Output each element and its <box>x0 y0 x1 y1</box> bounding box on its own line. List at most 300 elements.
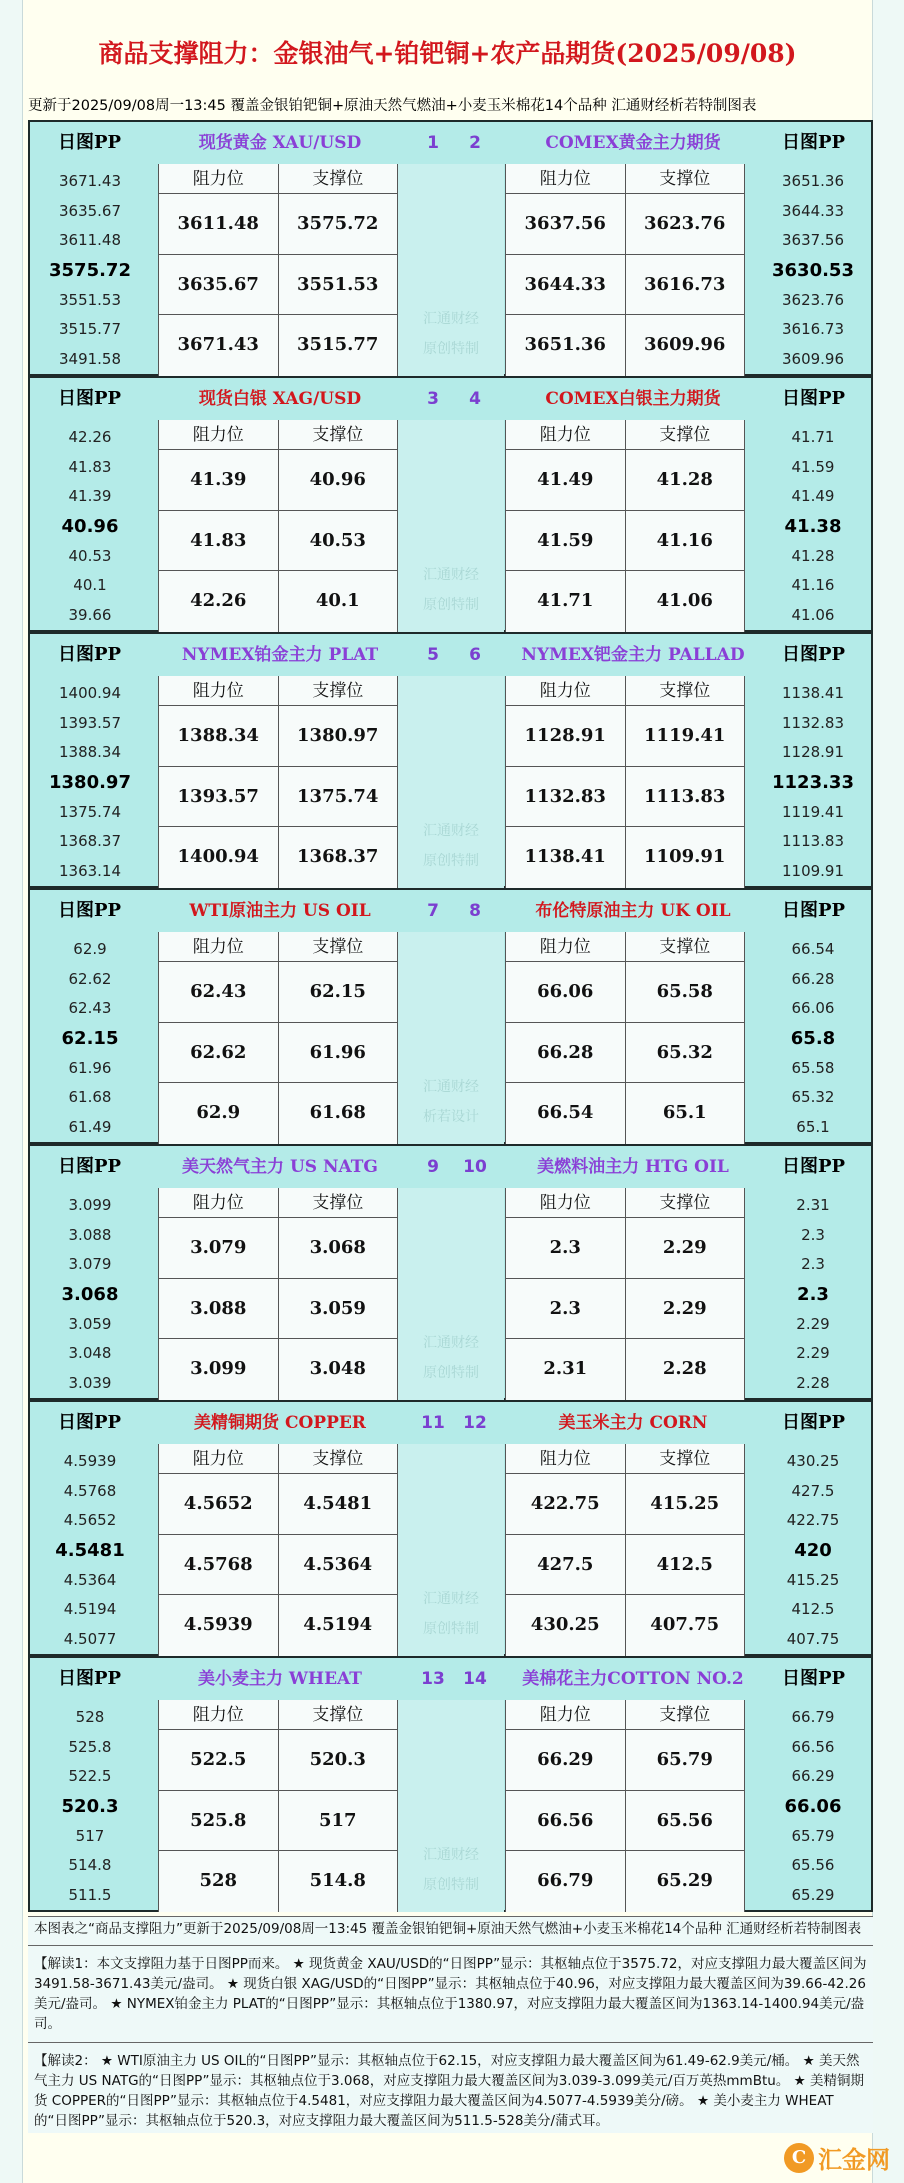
watermark-strip <box>398 1444 504 1656</box>
pp-level: 4.5768 <box>63 1481 117 1500</box>
resistance-cell: 2.31 <box>506 1339 626 1400</box>
instrument-number-left: 7 <box>427 901 439 921</box>
table-header <box>159 1188 397 1218</box>
pp-levels-right <box>753 935 873 1143</box>
support-header: 支撑位 <box>659 681 711 701</box>
pp-level: 4.5077 <box>63 1630 117 1649</box>
resistance-cell: 1132.83 <box>506 767 626 827</box>
pp-level: 3.048 <box>68 1344 112 1363</box>
instrument-name-left: WTI原油主力 US OIL <box>189 901 371 921</box>
pp-level: 65.79 <box>791 1826 835 1845</box>
pp-level: 65.32 <box>791 1088 835 1107</box>
table-row <box>159 767 397 828</box>
pp-level: 522.5 <box>68 1767 112 1786</box>
table-row <box>159 962 397 1023</box>
levels-table-left <box>158 932 398 1144</box>
levels-table-right <box>505 676 745 888</box>
table-row <box>506 1474 744 1535</box>
levels-table-left <box>158 1444 398 1656</box>
pp-levels-left <box>30 423 150 631</box>
pp-levels-left <box>30 679 150 887</box>
table-row <box>506 1218 744 1279</box>
pp-level: 1128.91 <box>781 743 845 762</box>
support-cell: 40.1 <box>315 590 360 612</box>
pp-levels-left <box>30 167 150 375</box>
table-row <box>506 450 744 511</box>
pp-level: 528 <box>75 1708 105 1726</box>
pp-level: 62.43 <box>68 999 112 1018</box>
support-cell: 62.15 <box>309 981 366 1002</box>
instrument-number-left: 9 <box>427 1157 439 1177</box>
support-cell: 1113.83 <box>644 785 726 807</box>
pp-level: 1119.41 <box>781 802 845 821</box>
pp-level: 3671.43 <box>58 172 122 190</box>
resistance-cell: 528 <box>159 1851 279 1912</box>
footer-notes <box>28 1916 873 2133</box>
resistance-cell: 41.39 <box>159 450 279 510</box>
resistance-header: 阻力位 <box>506 1444 626 1473</box>
levels-table-left <box>158 1188 398 1400</box>
resistance-cell: 62.62 <box>159 1023 279 1083</box>
pp-label-left: 日图PP <box>58 1156 122 1177</box>
support-cell: 3609.96 <box>644 334 726 356</box>
support-cell: 1380.97 <box>297 725 379 746</box>
resistance-cell: 3.088 <box>159 1279 279 1339</box>
table-header <box>506 1444 744 1474</box>
resistance-cell: 66.06 <box>506 962 626 1022</box>
instrument-number-left: 13 <box>421 1669 445 1689</box>
table-row <box>506 194 744 255</box>
pp-levels-right <box>753 1703 873 1911</box>
pp-level: 41.49 <box>791 487 835 506</box>
footer-line: 本图表之“商品支撑阻力”更新于2025/09/08周一13:45 覆盖金银铂钯铜+原油天然气燃油+小麦玉米棉花14个品种 汇通财经析若特制图表 <box>28 1917 873 1946</box>
update-subtitle: 更新于2025/09/08周一13:45 覆盖金银铂钯铜+原油天然气燃油+小麦玉米棉花14个品种 汇通财经析若特制图表 <box>28 98 757 114</box>
instrument-name-right: NYMEX钯金主力 PALLAD <box>521 645 745 665</box>
pp-label-left: 日图PP <box>58 1412 122 1433</box>
support-cell: 1119.41 <box>644 725 726 746</box>
pp-level: 427.5 <box>791 1481 835 1500</box>
resistance-cell: 3635.67 <box>159 255 279 315</box>
resistance-header: 阻力位 <box>159 1444 279 1473</box>
resistance-cell: 41.49 <box>506 450 626 510</box>
pp-level: 41.28 <box>791 546 835 565</box>
pp-level: 41.71 <box>791 428 835 446</box>
support-header: 支撑位 <box>312 937 364 957</box>
table-row <box>159 1730 397 1791</box>
support-header: 支撑位 <box>312 1449 364 1469</box>
watermark-strip <box>398 420 504 632</box>
pp-level: 3616.73 <box>781 320 845 339</box>
resistance-cell: 62.43 <box>159 962 279 1022</box>
resistance-cell: 430.25 <box>506 1595 626 1656</box>
pp-level: 42.26 <box>68 428 112 446</box>
resistance-cell: 41.71 <box>506 571 626 632</box>
instrument-block <box>28 376 873 632</box>
pp-level: 2.3 <box>801 1225 825 1244</box>
pp-level: 3551.53 <box>58 290 122 309</box>
resistance-cell: 62.9 <box>159 1083 279 1144</box>
pp-level: 39.66 <box>68 606 112 625</box>
table-row <box>159 1535 397 1596</box>
instrument-number-left: 1 <box>427 133 439 153</box>
page-title: 商品支撑阻力：金银油气+铂钯铜+农产品期货(2025/09/08) <box>98 39 797 68</box>
support-cell: 3.068 <box>309 1237 366 1258</box>
support-header: 支撑位 <box>659 169 711 189</box>
table-row <box>506 1535 744 1596</box>
pp-level: 3.088 <box>68 1225 112 1244</box>
pp-level: 66.56 <box>791 1737 835 1756</box>
instrument-block <box>28 120 873 376</box>
table-header <box>159 1700 397 1730</box>
pp-level: 1109.91 <box>781 862 845 881</box>
site-logo <box>784 2140 890 2175</box>
instrument-name-left: 美天然气主力 US NATG <box>182 1157 378 1177</box>
table-row <box>506 1023 744 1084</box>
table-header <box>506 1700 744 1730</box>
levels-table-right <box>505 164 745 376</box>
resistance-header: 阻力位 <box>506 164 626 193</box>
watermark-strip <box>398 164 504 376</box>
pp-level: 3.039 <box>68 1374 112 1393</box>
instrument-block <box>28 1144 873 1400</box>
pp-label-right: 日图PP <box>782 1156 846 1177</box>
resistance-cell: 3.079 <box>159 1218 279 1278</box>
pp-level: 65.29 <box>791 1886 835 1905</box>
levels-table-right <box>505 1444 745 1656</box>
table-row <box>159 571 397 632</box>
logo-icon: C <box>784 2143 814 2173</box>
instrument-number-right: 10 <box>463 1157 487 1177</box>
support-cell: 1368.37 <box>297 846 379 868</box>
pp-level: 4.5194 <box>63 1600 117 1619</box>
pp-level: 66.79 <box>791 1708 835 1726</box>
pp-level: 517 <box>75 1826 105 1845</box>
resistance-cell: 66.56 <box>506 1791 626 1851</box>
pp-level: 430.25 <box>786 1452 840 1470</box>
pp-label-right: 日图PP <box>782 1668 846 1689</box>
support-header: 支撑位 <box>312 1193 364 1213</box>
resistance-cell: 3611.48 <box>159 194 279 254</box>
table-header <box>159 164 397 194</box>
support-cell: 65.58 <box>656 981 713 1002</box>
instrument-number-right: 14 <box>463 1669 487 1689</box>
table-row <box>159 1595 397 1656</box>
pp-level: 1393.57 <box>58 713 122 732</box>
resistance-cell: 4.5768 <box>159 1535 279 1595</box>
pp-level: 61.49 <box>68 1118 112 1137</box>
support-cell: 1375.74 <box>297 785 379 807</box>
support-cell: 40.96 <box>309 469 366 490</box>
support-cell: 3551.53 <box>297 273 379 295</box>
support-header: 支撑位 <box>659 1705 711 1725</box>
resistance-cell: 427.5 <box>506 1535 626 1595</box>
support-header: 支撑位 <box>312 425 364 445</box>
pp-label-left: 日图PP <box>58 900 122 921</box>
resistance-cell: 66.79 <box>506 1851 626 1912</box>
table-header <box>159 676 397 706</box>
table-row <box>506 315 744 376</box>
instrument-name-left: 美精铜期货 COPPER <box>194 1413 366 1433</box>
support-cell: 3.048 <box>309 1358 366 1380</box>
table-row <box>159 827 397 888</box>
support-cell: 65.1 <box>662 1102 707 1124</box>
table-header <box>159 420 397 450</box>
table-row <box>506 1851 744 1912</box>
support-cell: 517 <box>318 1809 357 1831</box>
pp-level: 2.29 <box>796 1344 830 1363</box>
resistance-cell: 422.75 <box>506 1474 626 1534</box>
pp-level: 412.5 <box>791 1600 835 1619</box>
instrument-name-left: NYMEX铂金主力 PLAT <box>181 645 379 665</box>
table-row <box>506 255 744 316</box>
instrument-name-right: 美玉米主力 CORN <box>558 1413 708 1433</box>
instrument-name-left: 现货白银 XAG/USD <box>198 389 362 409</box>
instrument-number-right: 12 <box>463 1413 487 1433</box>
pp-level: 2.29 <box>796 1314 830 1333</box>
support-header: 支撑位 <box>659 425 711 445</box>
pp-label-right: 日图PP <box>782 900 846 921</box>
pivot-point: 3630.53 <box>772 260 854 282</box>
watermark-line-1: 汇通财经 <box>423 311 479 327</box>
support-cell: 65.79 <box>656 1749 713 1770</box>
pivot-point: 65.8 <box>790 1028 836 1050</box>
pp-level: 65.56 <box>791 1856 835 1875</box>
pp-level: 1363.14 <box>58 862 122 881</box>
pp-levels-right <box>753 423 873 631</box>
watermark-line-2: 原创特制 <box>423 1877 479 1893</box>
pp-level: 41.83 <box>68 457 112 476</box>
logo-text: 汇金网 <box>818 2146 890 2174</box>
table-header <box>506 932 744 962</box>
support-cell: 61.96 <box>309 1041 366 1063</box>
table-header <box>159 1444 397 1474</box>
support-cell: 3623.76 <box>644 213 726 234</box>
instrument-block <box>28 1400 873 1656</box>
table-row <box>506 1279 744 1340</box>
watermark-line-2: 原创特制 <box>423 1621 479 1637</box>
table-row <box>506 767 744 828</box>
pp-level: 62.62 <box>68 969 112 988</box>
resistance-cell: 66.54 <box>506 1083 626 1144</box>
resistance-cell: 525.8 <box>159 1791 279 1851</box>
table-row <box>506 571 744 632</box>
levels-table-left <box>158 1700 398 1912</box>
table-row <box>159 194 397 255</box>
pp-level: 65.58 <box>791 1058 835 1077</box>
levels-table-right <box>505 932 745 1144</box>
support-header: 支撑位 <box>312 169 364 189</box>
support-cell: 4.5194 <box>303 1614 373 1636</box>
pp-label-right: 日图PP <box>782 644 846 665</box>
table-row <box>159 706 397 767</box>
pp-level: 422.75 <box>786 1511 840 1530</box>
pp-level: 3515.77 <box>58 320 122 339</box>
pp-level: 66.29 <box>791 1767 835 1786</box>
pp-label-left: 日图PP <box>58 132 122 153</box>
pp-levels-left <box>30 1447 150 1655</box>
resistance-cell: 1388.34 <box>159 706 279 766</box>
pp-level: 41.59 <box>791 457 835 476</box>
pp-level: 40.53 <box>68 546 112 565</box>
support-cell: 41.16 <box>656 529 713 551</box>
watermark-line-2: 原创特制 <box>423 1365 479 1381</box>
table-header <box>506 164 744 194</box>
resistance-cell: 41.83 <box>159 511 279 571</box>
pp-level: 62.9 <box>73 940 107 958</box>
table-row <box>159 1339 397 1400</box>
support-header: 支撑位 <box>312 1705 364 1725</box>
support-cell: 40.53 <box>309 529 366 551</box>
levels-table-left <box>158 164 398 376</box>
instrument-name-right: 美棉花主力COTTON NO.2 <box>522 1669 744 1689</box>
instrument-block <box>28 1656 873 1912</box>
pp-level: 4.5939 <box>63 1452 117 1470</box>
pp-level: 2.3 <box>801 1255 825 1274</box>
pivot-point: 520.3 <box>61 1796 119 1818</box>
pp-level: 3491.58 <box>58 350 122 369</box>
watermark-line-1: 汇通财经 <box>423 823 479 839</box>
levels-table-left <box>158 676 398 888</box>
pp-level: 1138.41 <box>781 684 845 702</box>
resistance-header: 阻力位 <box>159 1700 279 1729</box>
watermark-strip <box>398 676 504 888</box>
watermark-line-1: 汇通财经 <box>423 1847 479 1863</box>
instrument-name-left: 美小麦主力 WHEAT <box>198 1669 362 1689</box>
table-row <box>159 1279 397 1340</box>
pp-level: 3623.76 <box>781 290 845 309</box>
support-cell: 65.29 <box>656 1870 713 1892</box>
pp-level: 2.28 <box>796 1374 830 1393</box>
pp-label-left: 日图PP <box>58 644 122 665</box>
pp-level: 525.8 <box>68 1737 112 1756</box>
table-row <box>159 1023 397 1084</box>
table-row <box>159 255 397 316</box>
pp-level: 4.5652 <box>63 1511 117 1530</box>
resistance-cell: 2.3 <box>506 1218 626 1278</box>
table-row <box>159 1791 397 1852</box>
support-cell: 4.5481 <box>303 1493 373 1514</box>
pivot-point: 2.3 <box>797 1284 829 1306</box>
pp-level: 41.39 <box>68 487 112 506</box>
pp-level: 66.06 <box>791 999 835 1018</box>
pivot-point: 1123.33 <box>772 772 854 794</box>
resistance-cell: 1393.57 <box>159 767 279 827</box>
pp-level: 61.68 <box>68 1088 112 1107</box>
support-cell: 1109.91 <box>644 846 726 868</box>
support-header: 支撑位 <box>312 681 364 701</box>
resistance-cell: 522.5 <box>159 1730 279 1790</box>
table-header <box>506 676 744 706</box>
pp-level: 66.28 <box>791 969 835 988</box>
resistance-cell: 1400.94 <box>159 827 279 888</box>
watermark-line-1: 汇通财经 <box>423 567 479 583</box>
watermark-line-1: 汇通财经 <box>423 1079 479 1095</box>
pp-level: 3644.33 <box>781 201 845 220</box>
pp-level: 41.16 <box>791 576 835 595</box>
instrument-name-left: 现货黄金 XAU/USD <box>198 133 362 153</box>
pp-level: 3611.48 <box>58 231 122 250</box>
pp-level: 514.8 <box>68 1856 112 1875</box>
resistance-header: 阻力位 <box>506 420 626 449</box>
support-cell: 412.5 <box>656 1553 713 1575</box>
watermark-strip <box>398 1700 504 1912</box>
support-cell: 65.56 <box>656 1809 713 1831</box>
table-row <box>506 706 744 767</box>
watermark-line-2: 原创特制 <box>423 853 479 869</box>
pp-level: 1132.83 <box>781 713 845 732</box>
pp-level: 66.54 <box>791 940 835 958</box>
pp-label-left: 日图PP <box>58 388 122 409</box>
pp-level: 511.5 <box>68 1886 112 1905</box>
watermark-line-1: 汇通财经 <box>423 1591 479 1607</box>
resistance-cell: 3.099 <box>159 1339 279 1400</box>
pp-label-right: 日图PP <box>782 388 846 409</box>
instrument-number-left: 11 <box>421 1413 445 1433</box>
pp-levels-right <box>753 679 873 887</box>
resistance-cell: 66.29 <box>506 1730 626 1790</box>
table-row <box>506 511 744 572</box>
table-header <box>506 1188 744 1218</box>
resistance-header: 阻力位 <box>159 420 279 449</box>
instrument-number-right: 2 <box>469 133 481 153</box>
instrument-name-right: COMEX白银主力期货 <box>545 389 721 409</box>
table-row <box>159 1851 397 1912</box>
support-cell: 2.29 <box>662 1297 707 1319</box>
pp-level: 4.5364 <box>63 1570 117 1589</box>
watermark-line-2: 析若设计 <box>423 1109 479 1125</box>
table-row <box>506 827 744 888</box>
watermark-line-2: 原创特制 <box>423 341 479 357</box>
pp-level: 61.96 <box>68 1058 112 1077</box>
support-header: 支撑位 <box>659 937 711 957</box>
watermark-strip <box>398 1188 504 1400</box>
table-row <box>159 1083 397 1144</box>
support-cell: 41.06 <box>656 590 713 612</box>
note-1: 【解读1：本文支撑阻力基于日图PP而来。 ★ 现货黄金 XAU/USD的“日图PP”显示：其枢轴点位于3575.72，对应支撑阻力最大覆盖区间为3491.58-3671.43美元/盎司。 ★ 现货白银 XAG/USD的“日图PP”显示：其枢轴点位于40.96，对应支撑阻力最大覆盖区间为39.66-42.26美元/盎司。 ★ NYMEX铂金主力 PLAT的“日图PP”显示：其枢轴点位于1380.97，对应支撑阻力最大覆盖区间为1363.14-1400.94美元/盎司。 <box>28 1946 873 2043</box>
pp-level: 1388.34 <box>58 743 122 762</box>
pp-level: 3.059 <box>68 1314 112 1333</box>
resistance-cell: 66.28 <box>506 1023 626 1083</box>
levels-table-right <box>505 1188 745 1400</box>
pp-level: 415.25 <box>786 1570 840 1589</box>
instrument-name-right: 布伦特原油主力 UK OIL <box>535 901 731 921</box>
pp-level: 3651.36 <box>781 172 845 190</box>
instrument-number-left: 3 <box>427 389 439 409</box>
pp-label-right: 日图PP <box>782 1412 846 1433</box>
support-cell: 3575.72 <box>297 213 379 234</box>
instrument-block <box>28 888 873 1144</box>
resistance-cell: 3644.33 <box>506 255 626 315</box>
table-row <box>506 962 744 1023</box>
support-cell: 2.28 <box>662 1358 707 1380</box>
pp-label-left: 日图PP <box>58 1668 122 1689</box>
pivot-point: 3.068 <box>61 1284 119 1306</box>
support-cell: 4.5364 <box>303 1553 373 1575</box>
support-cell: 407.75 <box>650 1614 720 1636</box>
support-cell: 65.32 <box>656 1041 713 1063</box>
resistance-header: 阻力位 <box>506 932 626 961</box>
pivot-point: 40.96 <box>61 516 119 538</box>
pp-levels-right <box>753 1447 873 1655</box>
pivot-point: 4.5481 <box>55 1540 125 1562</box>
pp-level: 40.1 <box>73 576 107 595</box>
watermark-line-2: 原创特制 <box>423 597 479 613</box>
resistance-header: 阻力位 <box>159 676 279 705</box>
levels-table-right <box>505 1700 745 1912</box>
pp-level: 2.31 <box>796 1196 830 1214</box>
instrument-number-left: 5 <box>427 645 439 665</box>
resistance-cell: 3671.43 <box>159 315 279 376</box>
